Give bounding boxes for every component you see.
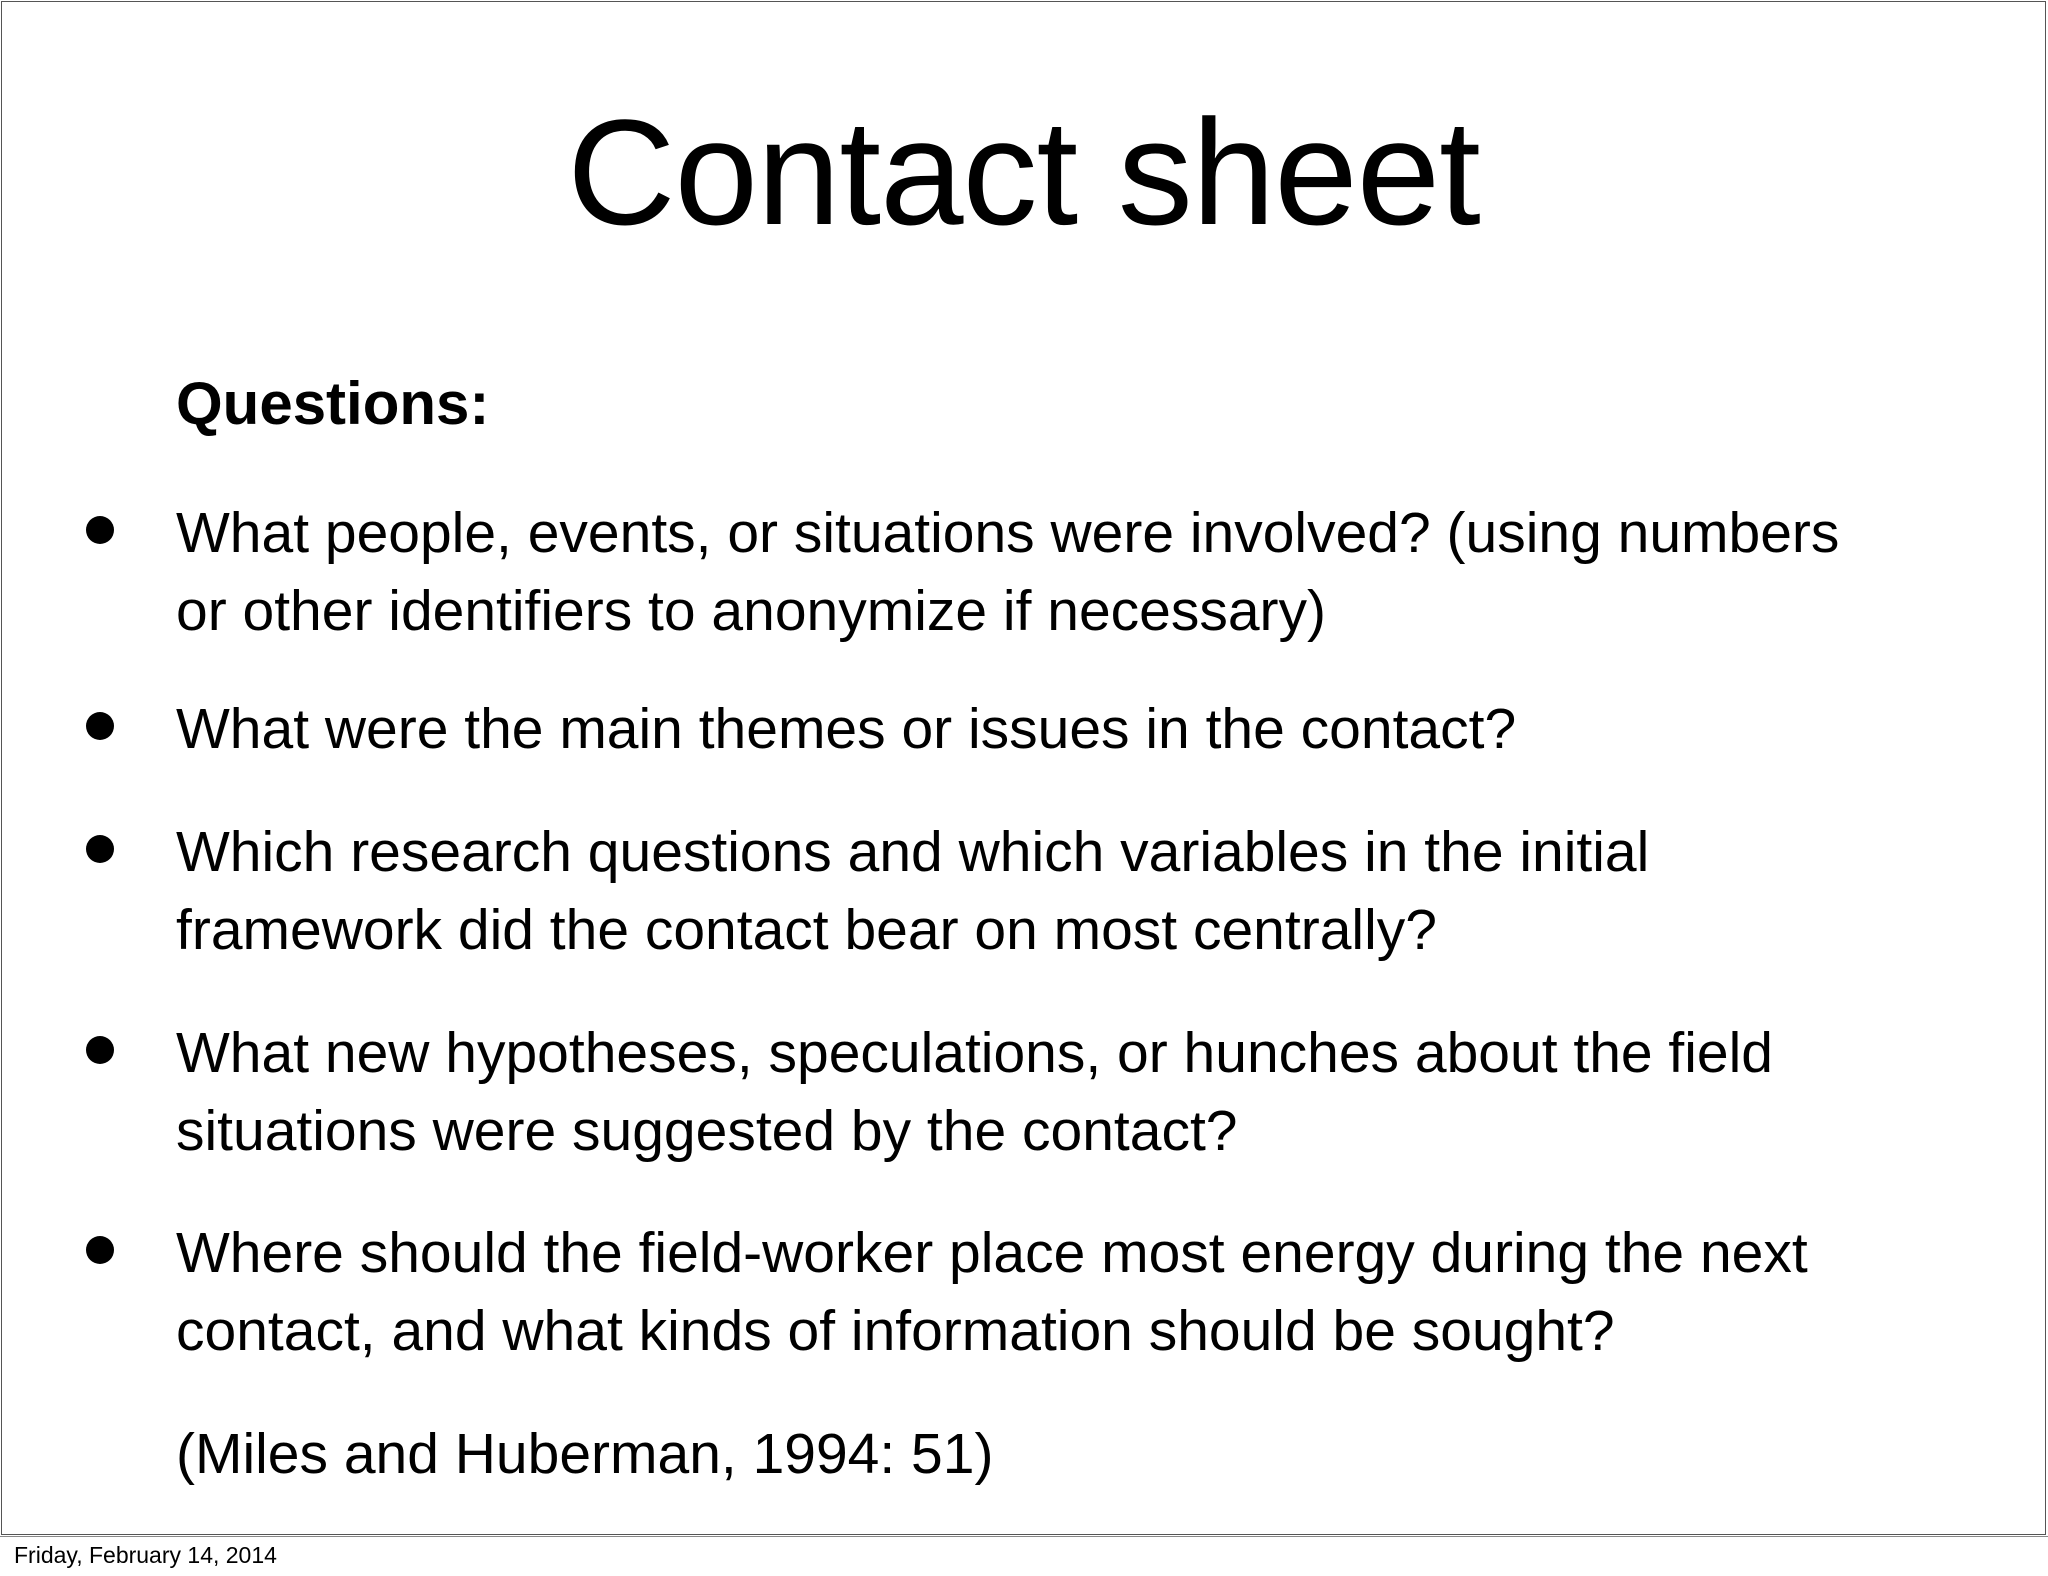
bullet-text	[176, 1214, 1808, 1370]
footer-divider	[0, 1536, 2048, 1537]
slide	[1, 1, 2046, 1535]
bullet-text	[176, 1014, 1773, 1170]
slide-title: Contact sheet	[567, 88, 1480, 256]
bullet-text	[176, 494, 1839, 650]
bullet-line: framework did the contact bear on most centrally?	[176, 898, 1437, 962]
questions-heading: Questions:	[176, 370, 490, 437]
bullet-dot-icon	[86, 1236, 114, 1264]
bullet-line: What new hypotheses, speculations, or hunches about the field	[176, 1021, 1774, 1085]
bullet-line: or other identifiers to anonymize if necessary)	[176, 579, 1327, 643]
bullet-dot-icon	[86, 712, 114, 740]
bullet-text	[176, 690, 1516, 768]
bullet-dot-icon	[86, 835, 114, 863]
bullet-text	[176, 813, 1649, 969]
bullet-dot-icon	[86, 516, 114, 544]
bullet-line: What people, events, or situations were involved? (using numbers	[176, 501, 1840, 565]
bullet-line: Where should the field-worker place most energy during the next	[176, 1221, 1808, 1285]
bullet-line: What were the main themes or issues in the contact?	[176, 697, 1517, 761]
citation: (Miles and Huberman, 1994: 51)	[176, 1422, 994, 1486]
bullet-line: Which research questions and which variables in the initial	[176, 820, 1650, 884]
bullet-line: contact, and what kinds of information should be sought?	[176, 1299, 1615, 1363]
footer-date: Friday, February 14, 2014	[14, 1542, 277, 1568]
bullet-dot-icon	[86, 1036, 114, 1064]
bullet-line: situations were suggested by the contact?	[176, 1099, 1238, 1163]
